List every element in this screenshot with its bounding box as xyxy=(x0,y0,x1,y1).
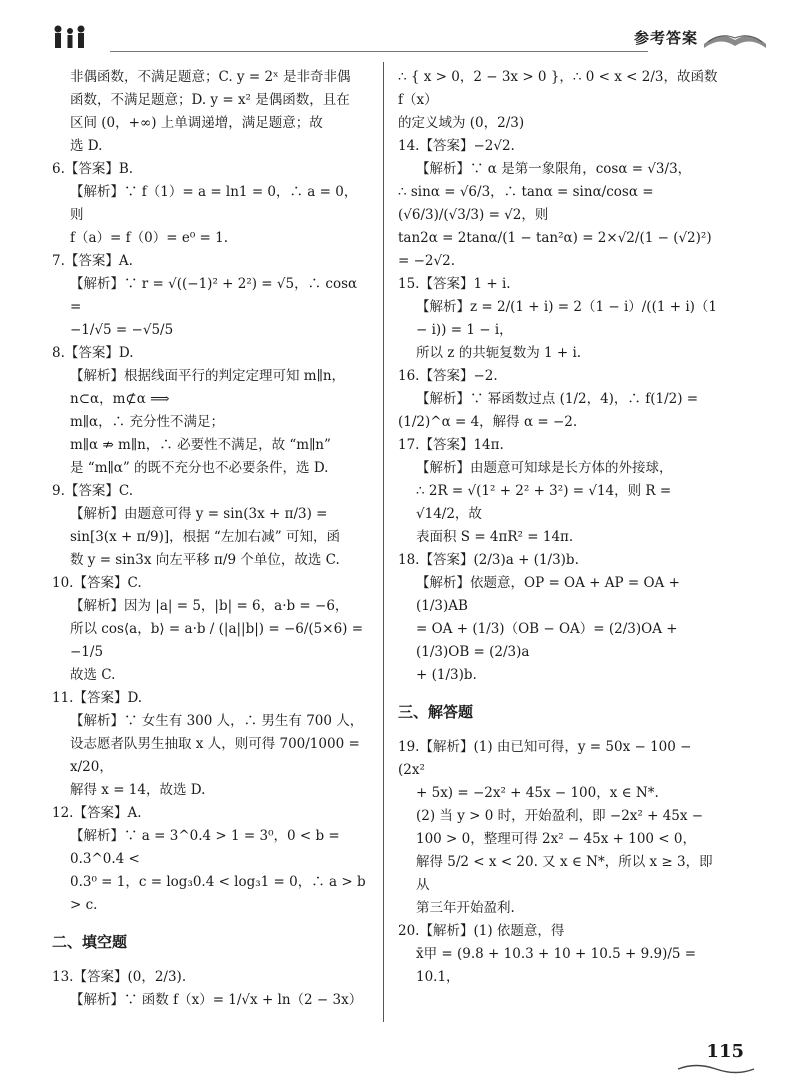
text-line: 设志愿者队男生抽取 x 人，则可得 700/1000 = x/20， xyxy=(70,736,360,775)
text-line: 是 “m∥α” 的既不充分也不必要条件，选 D. xyxy=(70,460,329,476)
text-line: 9.【答案】C. xyxy=(52,483,134,499)
text-line: 所以 cos⟨a，b⟩ = a·b / (|a||b|) = −6/(5×6) = −1/5 xyxy=(70,621,364,660)
text-line: ∴ { x > 0，2 − 3x > 0 }，∴ 0 < x < 2/3，故函数 f（x） xyxy=(398,69,718,108)
text-line: 0.3⁰ = 1，c = log₃0.4 < log₃1 = 0，∴ a > b > c. xyxy=(70,874,366,913)
column-divider xyxy=(383,62,384,1022)
left-column xyxy=(52,66,370,1012)
section-heading: 二、填空题 xyxy=(52,933,128,951)
text-line: 数 y = sin3x 向左平移 π/9 个单位，故选 C. xyxy=(70,552,340,568)
text-line: 【解析】∵ 女生有 300 人，∴ 男生有 700 人， xyxy=(70,713,364,729)
text-line: ∴ sinα = √6/3，∴ tanα = sinα/cosα = (√6/3)/(√3/3) = √2，则 xyxy=(398,184,654,223)
text-line: 【解析】根据线面平行的判定定理可知 m∥n，n⊂α，m⊄α ⟹ xyxy=(70,368,346,407)
text-line: 解得 5/2 < x < 20. 又 x ∈ N*，所以 x ≥ 3，即从 xyxy=(416,854,713,893)
text-line: 【解析】由题意可得 y = sin(3x + π/3) = xyxy=(70,506,328,522)
text-line: sin[3(x + π/9)]，根据 “左加右减” 可知，函 xyxy=(70,529,340,545)
text-line: 10.【答案】C. xyxy=(52,575,142,591)
text-line: −1/√5 = −√5/5 xyxy=(70,322,174,338)
text-line: + 5x) = −2x² + 45x − 100，x ∈ N*. xyxy=(416,785,659,801)
text-line: 12.【答案】A. xyxy=(52,805,142,821)
text-line: 20.【解析】(1) 依题意，得 xyxy=(398,923,565,939)
text-line: 【解析】∵ 函数 f（x）= 1/√x + ln（2 − 3x） xyxy=(70,992,363,1008)
text-line: 16.【答案】−2. xyxy=(398,368,498,384)
people-icon xyxy=(50,24,102,50)
text-line: 【解析】z = 2/(1 + i) = 2（1 − i）/((1 + i)（1 − i)) = 1 − i， xyxy=(416,299,718,338)
right-column xyxy=(398,66,718,989)
text-line: 表面积 S = 4πR² = 14π. xyxy=(416,529,574,545)
header-rule xyxy=(110,51,648,52)
text-line: 11.【答案】D. xyxy=(52,690,143,706)
text-line: tan2α = 2tanα/(1 − tan²α) = 2×√2/(1 − (√2)²) = −2√2. xyxy=(398,230,712,269)
text-line: 【解析】由题意可知球是长方体的外接球， xyxy=(416,460,673,476)
text-line: 所以 z 的共轭复数为 1 + i. xyxy=(416,345,582,361)
text-line: 100 > 0，整理可得 2x² − 45x + 100 < 0， xyxy=(416,831,696,847)
header-title: 参考答案 xyxy=(633,29,698,47)
text-line: 解得 x = 14，故选 D. xyxy=(70,782,206,798)
text-line: ∴ 2R = √(1² + 2² + 3²) = √14，则 R = √14/2，故 xyxy=(416,483,672,522)
open-book-icon xyxy=(702,22,768,52)
page-header xyxy=(40,18,768,52)
text-line: m∥α，∴ 充分性不满足； xyxy=(70,414,224,430)
text-line: 函数，不满足题意；D. y = x² 是偶函数，且在 xyxy=(70,92,350,108)
text-line: 选 D. xyxy=(70,138,103,154)
text-line: 15.【答案】1 + i. xyxy=(398,276,511,292)
page-number: 115 xyxy=(706,1041,744,1062)
text-line: 14.【答案】−2√2. xyxy=(398,138,515,154)
text-line: 的定义域为 (0，2/3) xyxy=(398,115,525,131)
text-line: 18.【答案】(2/3)a + (1/3)b. xyxy=(398,552,579,568)
text-line: + (1/3)b. xyxy=(416,667,477,683)
text-line: 【解析】依题意，OP = OA + AP = OA + (1/3)AB xyxy=(416,575,680,614)
text-line: 【解析】∵ 幂函数过点 (1/2，4)，∴ f(1/2) = xyxy=(416,391,699,407)
text-line: 7.【答案】A. xyxy=(52,253,133,269)
text-line: 非偶函数，不满足题意；C. y = 2ˣ 是非奇非偶 xyxy=(70,69,351,85)
text-line: (1/2)^α = 4，解得 α = −2. xyxy=(398,414,578,430)
text-line: 【解析】∵ a = 3^0.4 > 1 = 3⁰，0 < b = 0.3^0.4 < xyxy=(70,828,340,867)
text-line: 故选 C. xyxy=(70,667,116,683)
text-line: (2) 当 y > 0 时，开始盈利，即 −2x² + 45x − xyxy=(416,808,704,824)
text-line: 8.【答案】D. xyxy=(52,345,134,361)
text-line: 【解析】∵ r = √((−1)² + 2²) = √5，∴ cosα = xyxy=(70,276,358,315)
section-heading: 三、解答题 xyxy=(398,703,474,721)
text-line: 13.【答案】(0，2/3). xyxy=(52,969,187,985)
text-line: f（a）= f（0）= e⁰ = 1. xyxy=(70,230,229,246)
text-line: 【解析】因为 |a| = 5，|b| = 6，a·b = −6， xyxy=(70,598,349,614)
text-line: 【解析】∵ α 是第一象限角，cosα = √3/3， xyxy=(416,161,692,177)
text-line: 【解析】∵ f（1）= a = ln1 = 0，∴ a = 0，则 xyxy=(70,184,358,223)
text-line: 6.【答案】B. xyxy=(52,161,134,177)
text-line: 19.【解析】(1) 由已知可得，y = 50x − 100 − (2x² xyxy=(398,739,692,778)
text-line: 区间 (0，+∞) 上单调递增，满足题意；故 xyxy=(70,115,323,131)
text-line: x̄甲 = (9.8 + 10.3 + 10 + 10.5 + 9.9)/5 = 10.1， xyxy=(416,946,697,985)
text-line: 17.【答案】14π. xyxy=(398,437,504,453)
footer-ornament-icon xyxy=(676,1062,756,1076)
text-line: 第三年开始盈利. xyxy=(416,900,515,916)
text-line: = OA + (1/3)（OB − OA）= (2/3)OA + (1/3)OB = (2/3)a xyxy=(416,621,678,660)
text-line: m∥α ⇏ m∥n，∴ 必要性不满足，故 “m∥n” xyxy=(70,437,331,453)
